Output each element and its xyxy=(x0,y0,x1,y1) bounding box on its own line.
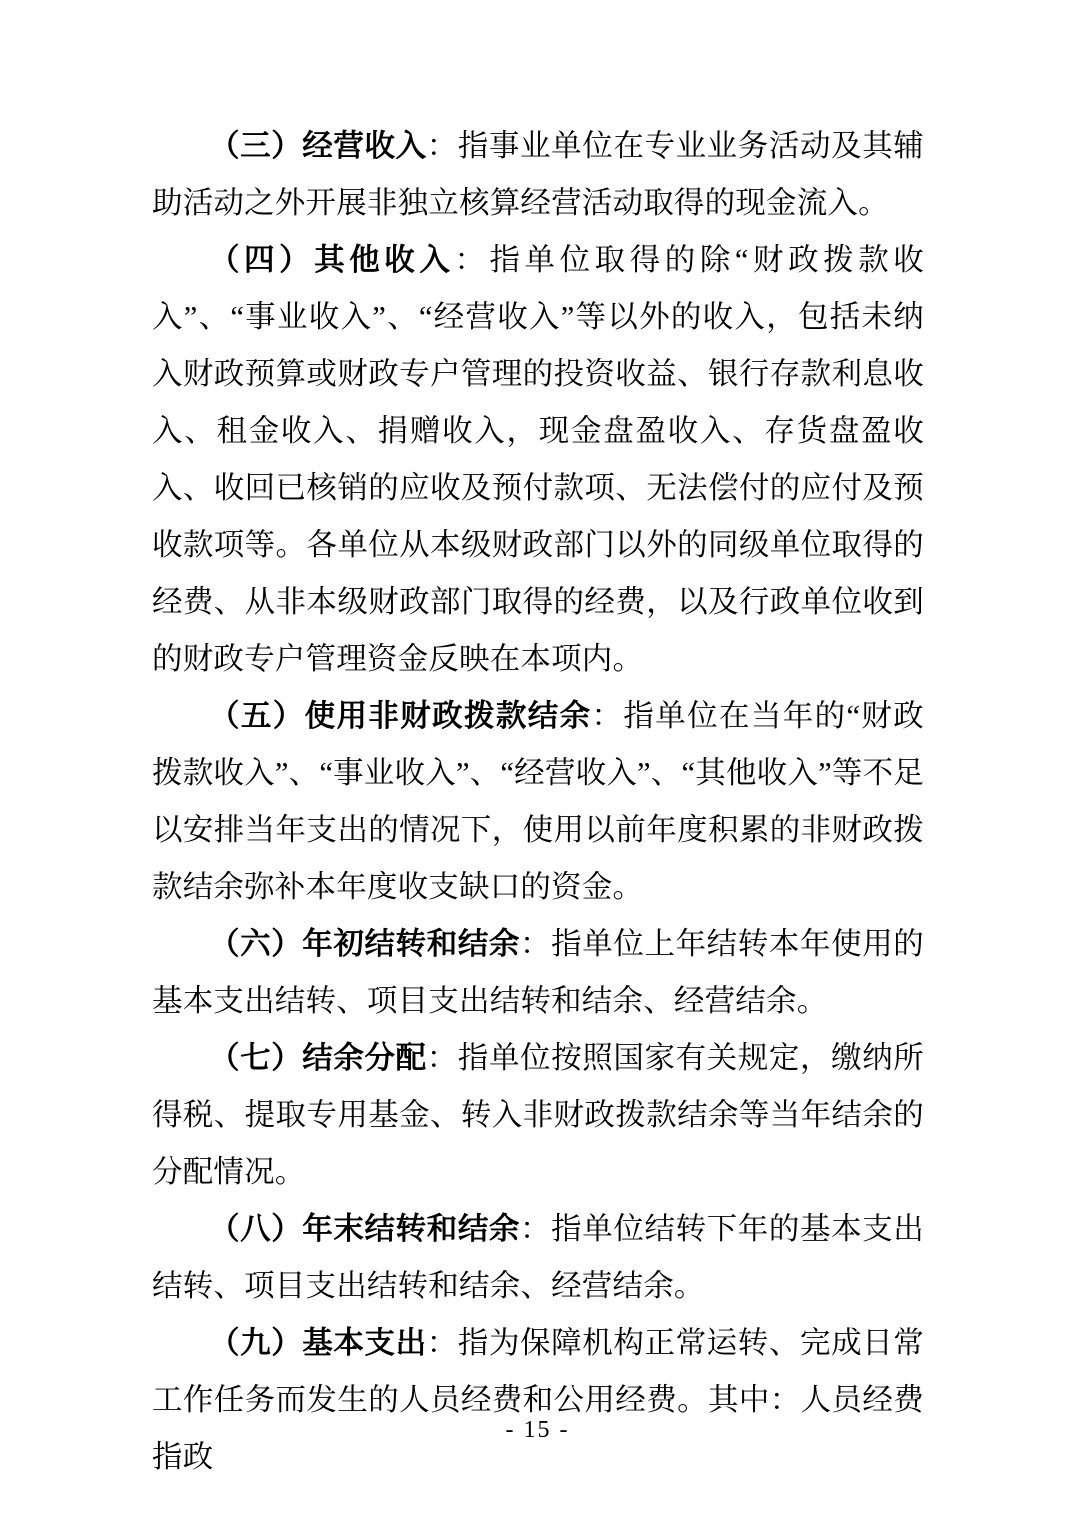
paragraph-6-body: ：指单位上年结转本年使用的基本支出结转、项目支出结转和结余、经营结余。 xyxy=(152,927,924,1018)
paragraph-7 xyxy=(152,1030,924,1201)
paragraph-3-body: ：指事业单位在专业业务活动及其辅助活动之外开展非独立核算经营活动取得的现金流入。 xyxy=(152,129,924,220)
paragraph-4 xyxy=(152,232,924,688)
paragraph-5-lead: （五）使用非财政拨款结余 xyxy=(209,699,592,733)
paragraph-8-body: ：指单位结转下年的基本支出结转、项目支出结转和结余、经营结余。 xyxy=(152,1212,924,1303)
paragraph-9 xyxy=(152,1315,924,1486)
paragraph-8-lead: （八）年末结转和结余 xyxy=(209,1212,521,1246)
paragraph-6-lead: （六）年初结转和结余 xyxy=(209,927,521,961)
page-body xyxy=(152,118,924,1486)
paragraph-6 xyxy=(152,916,924,1030)
page-number: - 15 - xyxy=(505,1417,570,1443)
paragraph-5-body: ：指单位在当年的“财政拨款收入”、“事业收入”、“经营收入”、“其他收入”等不足以安排当年支出的情况下，使用以前年度积累的非财政拨款结余弥补本年度收支缺口的资金。 xyxy=(152,699,924,904)
paragraph-4-body: ：指单位取得的除“财政拨款收入”、“事业收入”、“经营收入”等以外的收入，包括未纳入财政预算或财政专户管理的投资收益、银行存款利息收入、租金收入、捐赠收入，现金盘盈收入、存货盘盈收入、收回已核销的应收及预付款项、无法偿付的应付及预收款项等。各单位从本级财政部门以外的同级单位取得的经费、从非本级财政部门取得的经费，以及行政单位收到的财政专户管理资金反映在本项内。 xyxy=(152,243,924,676)
paragraph-4-lead: （四）其他收入 xyxy=(209,243,455,277)
paragraph-3-lead: （三）经营收入 xyxy=(209,129,427,163)
paragraph-9-lead: （九）基本支出 xyxy=(209,1326,427,1360)
paragraph-7-body: ：指单位按照国家有关规定，缴纳所得税、提取专用基金、转入非财政拨款结余等当年结余的分配情况。 xyxy=(152,1041,924,1189)
paragraph-9-body: ：指为保障机构正常运转、完成日常工作任务而发生的人员经费和公用经费。其中：人员经费指政 xyxy=(152,1326,924,1474)
paragraph-5 xyxy=(152,688,924,916)
paragraph-7-lead: （七）结余分配 xyxy=(209,1041,427,1075)
paragraph-8 xyxy=(152,1201,924,1315)
paragraph-3 xyxy=(152,118,924,232)
